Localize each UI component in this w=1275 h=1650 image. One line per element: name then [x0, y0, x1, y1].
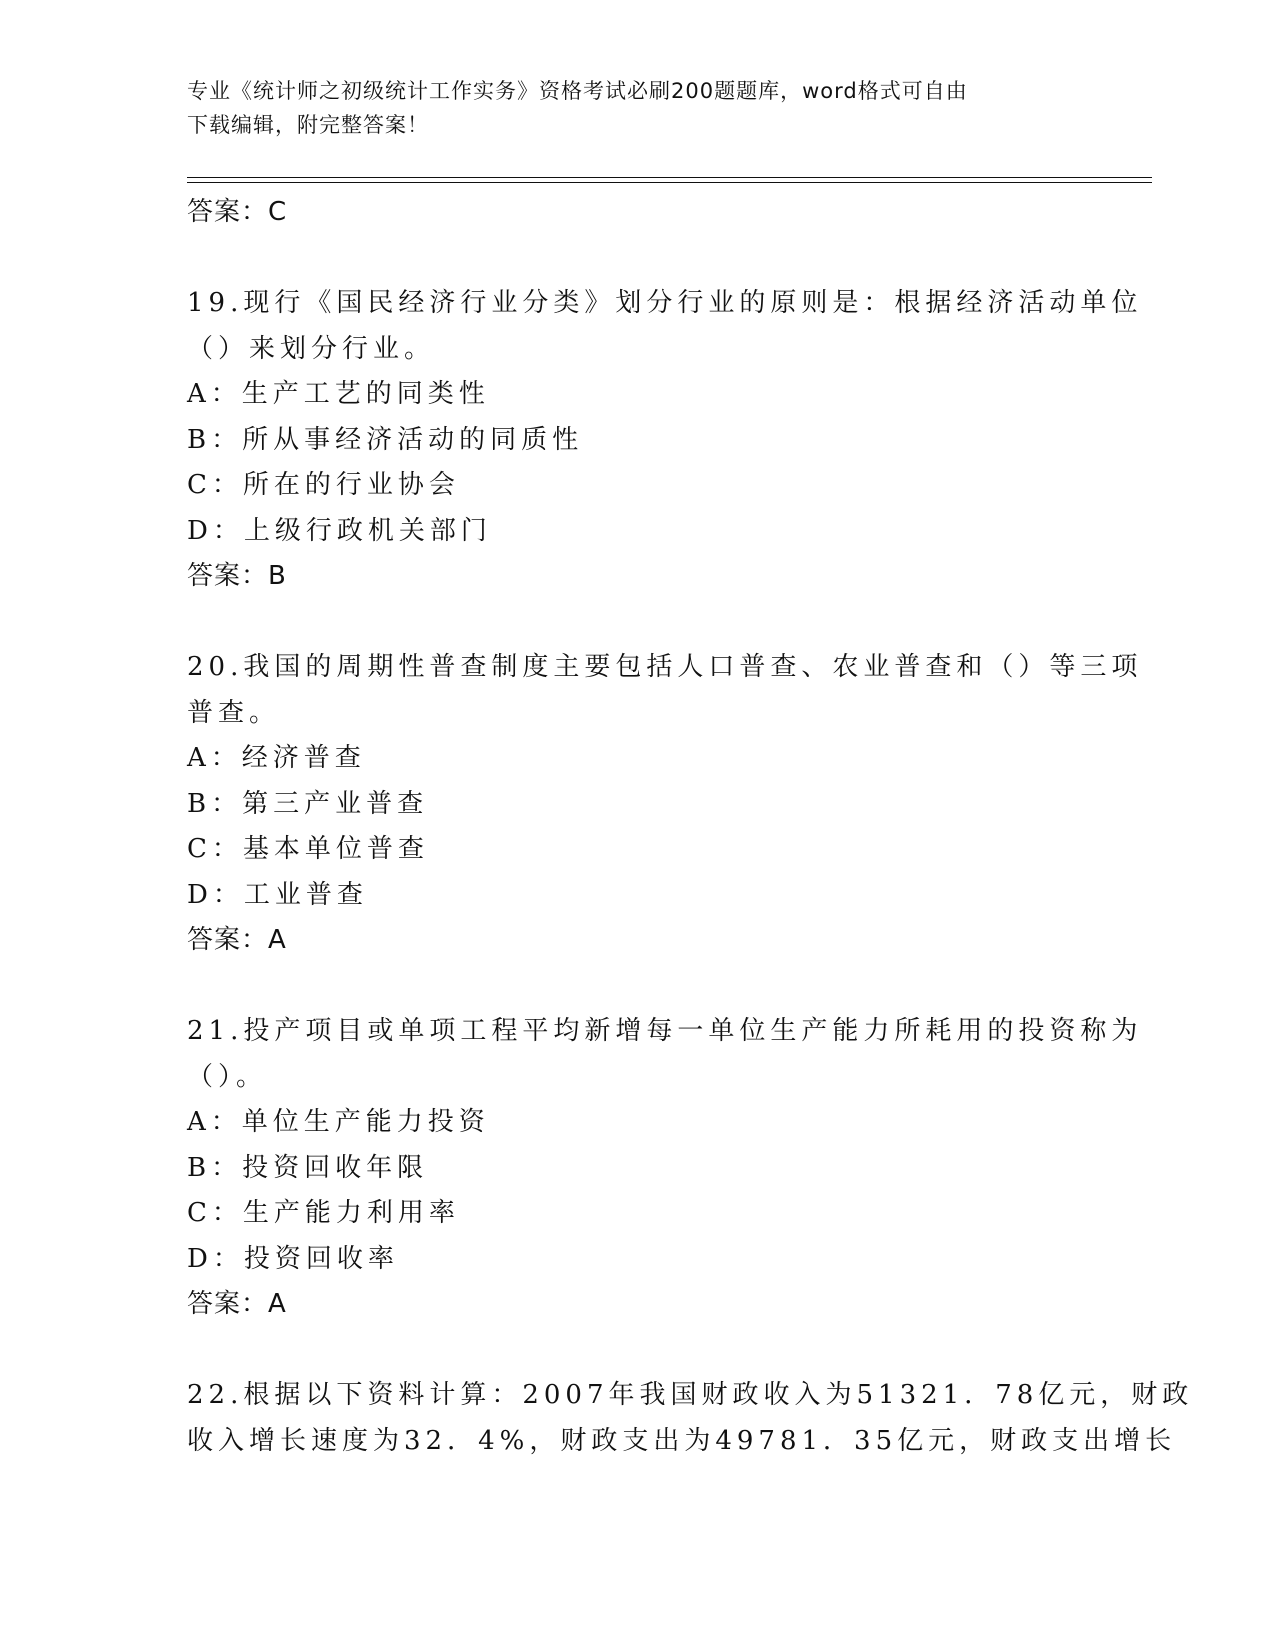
question-stem-line: （）。	[187, 1061, 268, 1092]
option-b: B：所从事经济活动的同质性	[187, 424, 584, 455]
question-20	[187, 645, 1143, 964]
option-d: D：上级行政机关部门	[187, 515, 492, 546]
question-stem-line: （）来划分行业。	[187, 333, 436, 364]
option-a: A：单位生产能力投资	[187, 1107, 490, 1137]
question-22	[187, 1373, 1194, 1464]
previous-answer: 答案：C	[187, 197, 288, 227]
question-stem-line: 收入增长速度为32．4%，财政支出为49781．35亿元，财政支出增长	[187, 1425, 1177, 1456]
answer-line: 答案：A	[187, 925, 287, 955]
option-d: D：投资回收率	[187, 1243, 399, 1274]
header-line-1: 专业《统计师之初级统计工作实务》资格考试必刷200题题库，word格式可自由	[187, 79, 968, 103]
answer-line: 答案：A	[187, 1289, 287, 1319]
answer-line: 答案：B	[187, 561, 287, 591]
option-d: D：工业普查	[187, 879, 368, 910]
option-c: C：生产能力利用率	[187, 1198, 460, 1228]
spacer	[187, 236, 1087, 282]
question-21	[187, 1009, 1143, 1328]
spacer	[187, 964, 1087, 1010]
header-divider-bottom	[187, 182, 1152, 183]
option-a: A：经济普查	[187, 743, 366, 773]
option-a: A：生产工艺的同类性	[187, 379, 490, 409]
document-header	[187, 74, 1067, 142]
question-stem-line: 21.投产项目或单项工程平均新增每一单位生产能力所耗用的投资称为	[187, 1016, 1143, 1046]
option-b: B：投资回收年限	[187, 1152, 429, 1183]
spacer	[187, 1328, 1087, 1374]
spacer	[187, 600, 1087, 646]
question-stem-line: 22.根据以下资料计算：2007年我国财政收入为51321．78亿元，财政	[187, 1380, 1194, 1410]
question-stem-line: 20.我国的周期性普查制度主要包括人口普查、农业普查和（）等三项	[187, 652, 1143, 682]
question-list	[187, 190, 1194, 1464]
option-c: C：基本单位普查	[187, 834, 429, 864]
header-line-2: 下载编辑，附完整答案！	[187, 113, 429, 137]
header-divider-top	[187, 177, 1152, 178]
question-stem-line: 19.现行《国民经济行业分类》划分行业的原则是：根据经济活动单位	[187, 288, 1143, 318]
question-stem-line: 普查。	[187, 697, 281, 728]
question-19	[187, 281, 1143, 600]
option-c: C：所在的行业协会	[187, 470, 460, 500]
option-b: B：第三产业普查	[187, 788, 429, 819]
